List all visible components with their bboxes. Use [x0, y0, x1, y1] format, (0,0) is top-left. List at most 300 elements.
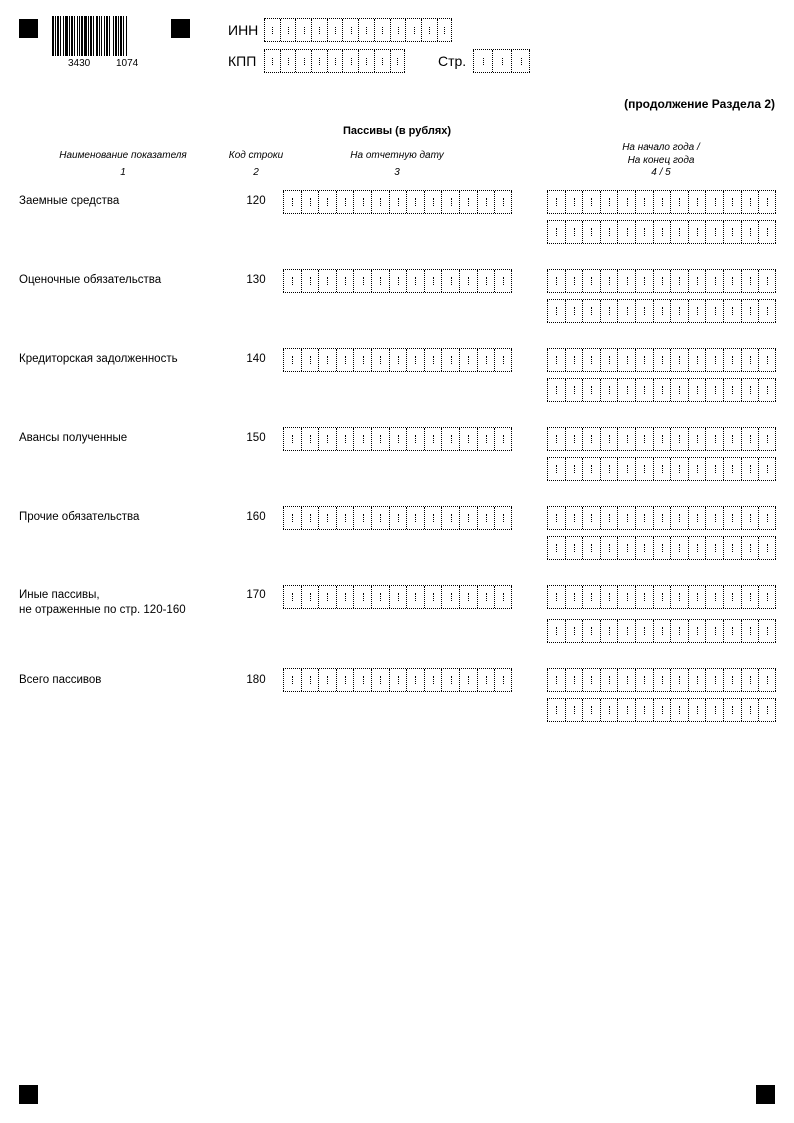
digit-cell[interactable] — [342, 19, 358, 41]
digit-cell[interactable] — [723, 300, 741, 322]
digit-cell[interactable] — [635, 537, 653, 559]
field-140-report-date[interactable] — [283, 348, 512, 372]
digit-cell[interactable] — [582, 507, 600, 529]
digit-cell[interactable] — [264, 19, 280, 41]
digit-cell[interactable] — [565, 379, 583, 401]
field-160-year-start[interactable] — [547, 506, 776, 530]
digit-cell[interactable] — [741, 620, 759, 642]
digit-cell[interactable] — [670, 221, 688, 243]
digit-cell[interactable] — [617, 507, 635, 529]
field-120-report-date[interactable] — [283, 190, 512, 214]
digit-cell[interactable] — [441, 669, 459, 691]
field-170-report-date[interactable] — [283, 585, 512, 609]
digit-cell[interactable] — [653, 428, 671, 450]
digit-cell[interactable] — [653, 586, 671, 608]
digit-cell[interactable] — [389, 349, 407, 371]
digit-cell[interactable] — [406, 507, 424, 529]
digit-cell[interactable] — [459, 507, 477, 529]
digit-cell[interactable] — [653, 699, 671, 721]
digit-cell[interactable] — [318, 428, 336, 450]
digit-cell[interactable] — [688, 620, 706, 642]
digit-cell[interactable] — [353, 507, 371, 529]
field-170-year-start[interactable] — [547, 585, 776, 609]
inn-field[interactable] — [264, 18, 452, 42]
digit-cell[interactable] — [424, 669, 442, 691]
digit-cell[interactable] — [353, 349, 371, 371]
digit-cell[interactable] — [758, 669, 776, 691]
digit-cell[interactable] — [723, 669, 741, 691]
digit-cell[interactable] — [670, 507, 688, 529]
digit-cell[interactable] — [705, 221, 723, 243]
digit-cell[interactable] — [635, 349, 653, 371]
digit-cell[interactable] — [406, 669, 424, 691]
digit-cell[interactable] — [670, 669, 688, 691]
digit-cell[interactable] — [617, 300, 635, 322]
digit-cell[interactable] — [336, 349, 354, 371]
digit-cell[interactable] — [617, 669, 635, 691]
digit-cell[interactable] — [494, 349, 512, 371]
digit-cell[interactable] — [424, 191, 442, 213]
digit-cell[interactable] — [758, 349, 776, 371]
digit-cell[interactable] — [723, 221, 741, 243]
digit-cell[interactable] — [741, 537, 759, 559]
digit-cell[interactable] — [741, 191, 759, 213]
digit-cell[interactable] — [758, 699, 776, 721]
digit-cell[interactable] — [473, 50, 492, 72]
digit-cell[interactable] — [477, 507, 495, 529]
digit-cell[interactable] — [371, 507, 389, 529]
digit-cell[interactable] — [600, 270, 618, 292]
digit-cell[interactable] — [301, 428, 319, 450]
digit-cell[interactable] — [670, 458, 688, 480]
digit-cell[interactable] — [477, 349, 495, 371]
digit-cell[interactable] — [705, 379, 723, 401]
digit-cell[interactable] — [582, 428, 600, 450]
digit-cell[interactable] — [547, 270, 565, 292]
digit-cell[interactable] — [688, 191, 706, 213]
digit-cell[interactable] — [600, 586, 618, 608]
digit-cell[interactable] — [758, 458, 776, 480]
digit-cell[interactable] — [688, 507, 706, 529]
digit-cell[interactable] — [582, 379, 600, 401]
digit-cell[interactable] — [688, 221, 706, 243]
digit-cell[interactable] — [441, 586, 459, 608]
digit-cell[interactable] — [374, 19, 390, 41]
digit-cell[interactable] — [741, 270, 759, 292]
digit-cell[interactable] — [511, 50, 530, 72]
digit-cell[interactable] — [617, 699, 635, 721]
digit-cell[interactable] — [336, 669, 354, 691]
digit-cell[interactable] — [617, 270, 635, 292]
digit-cell[interactable] — [723, 586, 741, 608]
digit-cell[interactable] — [688, 699, 706, 721]
digit-cell[interactable] — [600, 458, 618, 480]
digit-cell[interactable] — [741, 300, 759, 322]
digit-cell[interactable] — [741, 586, 759, 608]
digit-cell[interactable] — [547, 300, 565, 322]
digit-cell[interactable] — [670, 270, 688, 292]
digit-cell[interactable] — [635, 458, 653, 480]
digit-cell[interactable] — [705, 300, 723, 322]
digit-cell[interactable] — [421, 19, 437, 41]
digit-cell[interactable] — [723, 349, 741, 371]
digit-cell[interactable] — [705, 669, 723, 691]
digit-cell[interactable] — [283, 586, 301, 608]
digit-cell[interactable] — [280, 19, 296, 41]
digit-cell[interactable] — [295, 50, 311, 72]
digit-cell[interactable] — [565, 620, 583, 642]
field-180-report-date[interactable] — [283, 668, 512, 692]
digit-cell[interactable] — [264, 50, 280, 72]
digit-cell[interactable] — [653, 507, 671, 529]
digit-cell[interactable] — [688, 458, 706, 480]
digit-cell[interactable] — [437, 19, 453, 41]
digit-cell[interactable] — [336, 270, 354, 292]
digit-cell[interactable] — [688, 428, 706, 450]
digit-cell[interactable] — [635, 379, 653, 401]
digit-cell[interactable] — [459, 428, 477, 450]
digit-cell[interactable] — [705, 458, 723, 480]
digit-cell[interactable] — [688, 349, 706, 371]
digit-cell[interactable] — [653, 458, 671, 480]
field-130-report-date[interactable] — [283, 269, 512, 293]
field-140-year-end[interactable] — [547, 378, 776, 402]
digit-cell[interactable] — [371, 586, 389, 608]
digit-cell[interactable] — [705, 507, 723, 529]
digit-cell[interactable] — [318, 191, 336, 213]
digit-cell[interactable] — [318, 270, 336, 292]
field-170-year-end[interactable] — [547, 619, 776, 643]
digit-cell[interactable] — [565, 428, 583, 450]
digit-cell[interactable] — [301, 270, 319, 292]
digit-cell[interactable] — [441, 191, 459, 213]
digit-cell[interactable] — [705, 428, 723, 450]
digit-cell[interactable] — [371, 191, 389, 213]
digit-cell[interactable] — [547, 507, 565, 529]
digit-cell[interactable] — [441, 270, 459, 292]
digit-cell[interactable] — [635, 669, 653, 691]
digit-cell[interactable] — [358, 50, 374, 72]
digit-cell[interactable] — [723, 428, 741, 450]
field-150-year-end[interactable] — [547, 457, 776, 481]
digit-cell[interactable] — [723, 379, 741, 401]
digit-cell[interactable] — [494, 270, 512, 292]
digit-cell[interactable] — [653, 349, 671, 371]
digit-cell[interactable] — [301, 507, 319, 529]
digit-cell[interactable] — [494, 669, 512, 691]
digit-cell[interactable] — [494, 191, 512, 213]
digit-cell[interactable] — [758, 537, 776, 559]
digit-cell[interactable] — [582, 221, 600, 243]
digit-cell[interactable] — [653, 221, 671, 243]
digit-cell[interactable] — [723, 458, 741, 480]
digit-cell[interactable] — [283, 349, 301, 371]
digit-cell[interactable] — [406, 270, 424, 292]
field-150-report-date[interactable] — [283, 427, 512, 451]
digit-cell[interactable] — [424, 349, 442, 371]
digit-cell[interactable] — [688, 586, 706, 608]
digit-cell[interactable] — [336, 428, 354, 450]
digit-cell[interactable] — [547, 537, 565, 559]
digit-cell[interactable] — [424, 270, 442, 292]
field-160-report-date[interactable] — [283, 506, 512, 530]
digit-cell[interactable] — [353, 428, 371, 450]
digit-cell[interactable] — [635, 428, 653, 450]
digit-cell[interactable] — [705, 537, 723, 559]
digit-cell[interactable] — [705, 699, 723, 721]
digit-cell[interactable] — [389, 270, 407, 292]
digit-cell[interactable] — [688, 669, 706, 691]
digit-cell[interactable] — [318, 586, 336, 608]
digit-cell[interactable] — [424, 507, 442, 529]
digit-cell[interactable] — [653, 191, 671, 213]
digit-cell[interactable] — [723, 507, 741, 529]
digit-cell[interactable] — [758, 191, 776, 213]
digit-cell[interactable] — [441, 507, 459, 529]
digit-cell[interactable] — [301, 349, 319, 371]
digit-cell[interactable] — [758, 379, 776, 401]
kpp-field[interactable] — [264, 49, 405, 73]
digit-cell[interactable] — [600, 699, 618, 721]
digit-cell[interactable] — [494, 507, 512, 529]
digit-cell[interactable] — [565, 586, 583, 608]
digit-cell[interactable] — [582, 669, 600, 691]
digit-cell[interactable] — [635, 699, 653, 721]
digit-cell[interactable] — [582, 349, 600, 371]
digit-cell[interactable] — [565, 349, 583, 371]
digit-cell[interactable] — [371, 270, 389, 292]
digit-cell[interactable] — [741, 507, 759, 529]
digit-cell[interactable] — [318, 507, 336, 529]
digit-cell[interactable] — [353, 669, 371, 691]
digit-cell[interactable] — [635, 221, 653, 243]
digit-cell[interactable] — [547, 379, 565, 401]
digit-cell[interactable] — [318, 349, 336, 371]
digit-cell[interactable] — [565, 669, 583, 691]
digit-cell[interactable] — [758, 620, 776, 642]
digit-cell[interactable] — [600, 620, 618, 642]
digit-cell[interactable] — [301, 669, 319, 691]
digit-cell[interactable] — [758, 300, 776, 322]
digit-cell[interactable] — [547, 669, 565, 691]
digit-cell[interactable] — [547, 428, 565, 450]
digit-cell[interactable] — [547, 349, 565, 371]
digit-cell[interactable] — [723, 620, 741, 642]
digit-cell[interactable] — [280, 50, 296, 72]
field-130-year-end[interactable] — [547, 299, 776, 323]
digit-cell[interactable] — [705, 191, 723, 213]
digit-cell[interactable] — [653, 669, 671, 691]
digit-cell[interactable] — [390, 50, 406, 72]
digit-cell[interactable] — [741, 428, 759, 450]
digit-cell[interactable] — [565, 507, 583, 529]
digit-cell[interactable] — [406, 586, 424, 608]
digit-cell[interactable] — [758, 221, 776, 243]
field-120-year-start[interactable] — [547, 190, 776, 214]
field-180-year-end[interactable] — [547, 698, 776, 722]
digit-cell[interactable] — [301, 191, 319, 213]
page-number-field[interactable] — [473, 49, 530, 73]
digit-cell[interactable] — [617, 620, 635, 642]
digit-cell[interactable] — [582, 270, 600, 292]
digit-cell[interactable] — [617, 379, 635, 401]
digit-cell[interactable] — [459, 270, 477, 292]
digit-cell[interactable] — [336, 191, 354, 213]
digit-cell[interactable] — [758, 507, 776, 529]
digit-cell[interactable] — [670, 537, 688, 559]
digit-cell[interactable] — [582, 300, 600, 322]
digit-cell[interactable] — [336, 586, 354, 608]
digit-cell[interactable] — [441, 349, 459, 371]
digit-cell[interactable] — [705, 349, 723, 371]
digit-cell[interactable] — [389, 507, 407, 529]
digit-cell[interactable] — [582, 537, 600, 559]
digit-cell[interactable] — [617, 428, 635, 450]
digit-cell[interactable] — [283, 191, 301, 213]
digit-cell[interactable] — [617, 537, 635, 559]
digit-cell[interactable] — [565, 221, 583, 243]
digit-cell[interactable] — [547, 221, 565, 243]
digit-cell[interactable] — [617, 458, 635, 480]
digit-cell[interactable] — [723, 699, 741, 721]
digit-cell[interactable] — [600, 379, 618, 401]
digit-cell[interactable] — [424, 586, 442, 608]
digit-cell[interactable] — [565, 191, 583, 213]
digit-cell[interactable] — [635, 620, 653, 642]
digit-cell[interactable] — [582, 191, 600, 213]
digit-cell[interactable] — [670, 349, 688, 371]
digit-cell[interactable] — [406, 349, 424, 371]
digit-cell[interactable] — [635, 270, 653, 292]
digit-cell[interactable] — [670, 699, 688, 721]
digit-cell[interactable] — [353, 586, 371, 608]
digit-cell[interactable] — [741, 349, 759, 371]
digit-cell[interactable] — [371, 428, 389, 450]
field-150-year-start[interactable] — [547, 427, 776, 451]
digit-cell[interactable] — [600, 300, 618, 322]
digit-cell[interactable] — [758, 428, 776, 450]
digit-cell[interactable] — [670, 428, 688, 450]
digit-cell[interactable] — [283, 428, 301, 450]
digit-cell[interactable] — [617, 191, 635, 213]
digit-cell[interactable] — [653, 620, 671, 642]
digit-cell[interactable] — [723, 191, 741, 213]
digit-cell[interactable] — [492, 50, 511, 72]
digit-cell[interactable] — [477, 586, 495, 608]
digit-cell[interactable] — [688, 379, 706, 401]
digit-cell[interactable] — [283, 507, 301, 529]
digit-cell[interactable] — [582, 620, 600, 642]
digit-cell[interactable] — [565, 699, 583, 721]
digit-cell[interactable] — [670, 620, 688, 642]
digit-cell[interactable] — [705, 620, 723, 642]
digit-cell[interactable] — [600, 669, 618, 691]
digit-cell[interactable] — [295, 19, 311, 41]
digit-cell[interactable] — [741, 221, 759, 243]
digit-cell[interactable] — [283, 669, 301, 691]
digit-cell[interactable] — [301, 586, 319, 608]
digit-cell[interactable] — [565, 458, 583, 480]
digit-cell[interactable] — [758, 586, 776, 608]
digit-cell[interactable] — [600, 221, 618, 243]
field-140-year-start[interactable] — [547, 348, 776, 372]
digit-cell[interactable] — [477, 191, 495, 213]
field-180-year-start[interactable] — [547, 668, 776, 692]
field-130-year-start[interactable] — [547, 269, 776, 293]
digit-cell[interactable] — [374, 50, 390, 72]
digit-cell[interactable] — [547, 586, 565, 608]
digit-cell[interactable] — [670, 586, 688, 608]
digit-cell[interactable] — [653, 379, 671, 401]
digit-cell[interactable] — [758, 270, 776, 292]
digit-cell[interactable] — [311, 19, 327, 41]
digit-cell[interactable] — [477, 669, 495, 691]
digit-cell[interactable] — [635, 300, 653, 322]
digit-cell[interactable] — [600, 191, 618, 213]
digit-cell[interactable] — [459, 586, 477, 608]
digit-cell[interactable] — [336, 507, 354, 529]
digit-cell[interactable] — [424, 428, 442, 450]
digit-cell[interactable] — [635, 191, 653, 213]
digit-cell[interactable] — [688, 537, 706, 559]
digit-cell[interactable] — [741, 379, 759, 401]
digit-cell[interactable] — [405, 19, 421, 41]
digit-cell[interactable] — [600, 428, 618, 450]
digit-cell[interactable] — [565, 270, 583, 292]
digit-cell[interactable] — [389, 428, 407, 450]
field-120-year-end[interactable] — [547, 220, 776, 244]
digit-cell[interactable] — [342, 50, 358, 72]
digit-cell[interactable] — [617, 349, 635, 371]
digit-cell[interactable] — [390, 19, 406, 41]
digit-cell[interactable] — [600, 507, 618, 529]
digit-cell[interactable] — [389, 586, 407, 608]
digit-cell[interactable] — [635, 507, 653, 529]
digit-cell[interactable] — [582, 458, 600, 480]
digit-cell[interactable] — [723, 270, 741, 292]
digit-cell[interactable] — [688, 300, 706, 322]
digit-cell[interactable] — [547, 458, 565, 480]
digit-cell[interactable] — [494, 586, 512, 608]
digit-cell[interactable] — [311, 50, 327, 72]
digit-cell[interactable] — [670, 300, 688, 322]
digit-cell[interactable] — [353, 191, 371, 213]
digit-cell[interactable] — [318, 669, 336, 691]
digit-cell[interactable] — [389, 191, 407, 213]
digit-cell[interactable] — [653, 270, 671, 292]
digit-cell[interactable] — [547, 191, 565, 213]
digit-cell[interactable] — [617, 221, 635, 243]
digit-cell[interactable] — [494, 428, 512, 450]
digit-cell[interactable] — [327, 50, 343, 72]
digit-cell[interactable] — [358, 19, 374, 41]
digit-cell[interactable] — [670, 379, 688, 401]
digit-cell[interactable] — [459, 669, 477, 691]
digit-cell[interactable] — [327, 19, 343, 41]
digit-cell[interactable] — [283, 270, 301, 292]
digit-cell[interactable] — [389, 669, 407, 691]
digit-cell[interactable] — [600, 537, 618, 559]
digit-cell[interactable] — [477, 270, 495, 292]
digit-cell[interactable] — [705, 270, 723, 292]
digit-cell[interactable] — [547, 699, 565, 721]
digit-cell[interactable] — [617, 586, 635, 608]
digit-cell[interactable] — [741, 669, 759, 691]
digit-cell[interactable] — [406, 428, 424, 450]
digit-cell[interactable] — [582, 699, 600, 721]
digit-cell[interactable] — [406, 191, 424, 213]
digit-cell[interactable] — [459, 349, 477, 371]
